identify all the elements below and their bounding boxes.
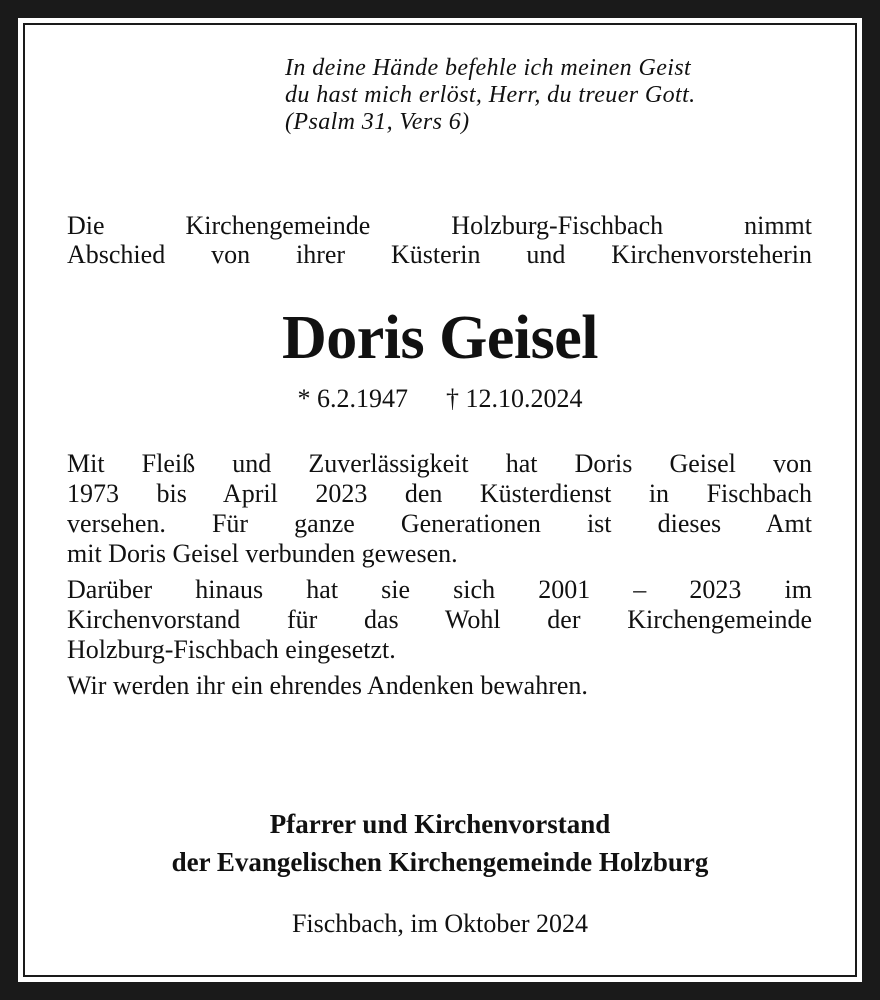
- motto-line: In deine Hände befehle ich meinen Geist: [285, 55, 692, 81]
- body-line: Darüber hinaus hat sie sich 2001 – 2023 im: [67, 575, 812, 604]
- motto-reference: (Psalm 31, Vers 6): [285, 109, 470, 135]
- signature-block: [0, 805, 880, 881]
- signature-line: Pfarrer und Kirchenvorstand: [269, 809, 611, 839]
- body-line: 1973 bis April 2023 den Küsterdienst in Fischbach: [67, 479, 812, 508]
- body-line: versehen. Für ganze Generationen ist dieses Amt: [67, 509, 812, 538]
- tribute-text: [67, 449, 812, 701]
- body-line: mit Doris Geisel verbunden gewesen.: [67, 539, 458, 568]
- intro-line: Abschied von ihrer Küsterin und Kirchenvorsteherin: [67, 240, 812, 269]
- body-line: Holzburg-Fischbach eingesetzt.: [67, 635, 396, 664]
- motto-line: du hast mich erlöst, Herr, du treuer Gott.: [285, 82, 696, 108]
- death-date: † 12.10.2024: [446, 384, 583, 413]
- psalm-motto: [285, 55, 825, 136]
- life-dates: [0, 383, 880, 415]
- body-line: Mit Fleiß und Zuverlässigkeit hat Doris Geisel von: [67, 449, 812, 478]
- body-line: Wir werden ihr ein ehrendes Andenken bewahren.: [67, 671, 588, 700]
- signature-line: der Evangelischen Kirchengemeinde Holzburg: [171, 847, 709, 877]
- intro-line: Die Kirchengemeinde Holzburg-Fischbach nimmt: [67, 211, 812, 240]
- place-date: Fischbach, im Oktober 2024: [291, 909, 589, 938]
- intro-text: [67, 211, 812, 269]
- deceased-name: Doris Geisel: [282, 304, 598, 372]
- body-line: Kirchenvorstand für das Wohl der Kirchengemeinde: [67, 605, 812, 634]
- birth-date: * 6.2.1947: [297, 384, 408, 413]
